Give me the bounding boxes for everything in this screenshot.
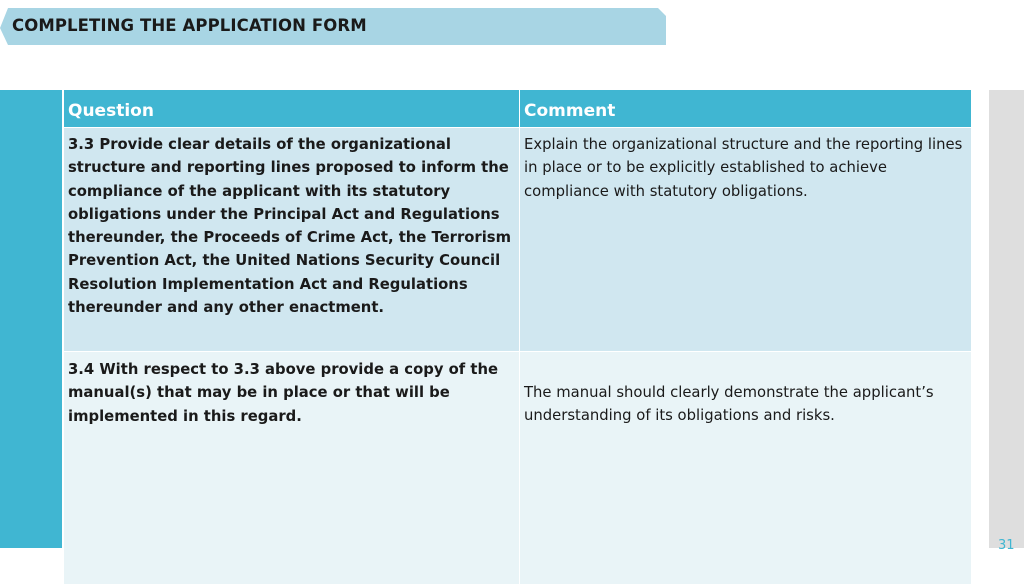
- table-row: [64, 352, 972, 585]
- question-text: 3.3 Provide clear details of the organizational structure and reporting lines proposed to inform the compliance of the applicant with its statutory obligations under the Principal Act and Regulations thereunder, the Proceeds of Crime Act, the Terrorism Prevention Act, the United Nations Security Council Resolution Implementation Act and Regulations thereunder and any other enactment.: [68, 136, 512, 317]
- right-side-panel: [989, 90, 1024, 548]
- question-column-header: Question: [64, 90, 520, 128]
- table-row: [64, 128, 972, 352]
- slide-title: COMPLETING THE APPLICATION FORM: [12, 16, 367, 35]
- question-cell: [64, 128, 520, 352]
- page-number: 31: [998, 538, 1015, 553]
- table-header-row: [64, 90, 972, 128]
- question-cell: [64, 352, 520, 585]
- left-accent-bar: [0, 90, 62, 548]
- comment-text: The manual should clearly demonstrate the applicant’s understanding of its obligations and risks.: [524, 384, 934, 425]
- comment-cell: [520, 128, 972, 352]
- comment-cell: [520, 352, 972, 585]
- comment-text: Explain the organizational structure and the reporting lines in place or to be explicitly established to achieve compliance with statutory obligations.: [524, 136, 963, 200]
- application-form-table: [63, 89, 972, 585]
- question-text: 3.4 With respect to 3.3 above provide a copy of the manual(s) that may be in place or that will be implemented in this regard.: [68, 361, 499, 425]
- comment-column-header: Comment: [520, 90, 972, 128]
